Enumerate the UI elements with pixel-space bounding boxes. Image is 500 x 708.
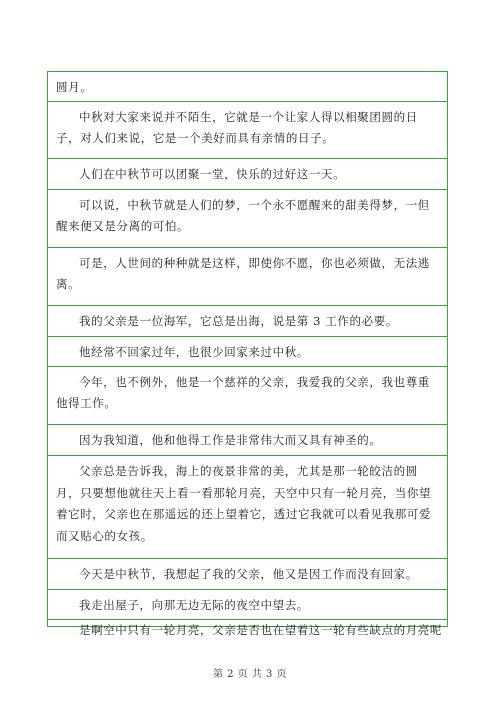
paragraph-mid-autumn-intro (48, 102, 447, 157)
paragraph-text: 圆月。 (56, 80, 93, 94)
paragraph-one-moon (48, 620, 447, 637)
paragraph-father-navy (48, 306, 447, 335)
paragraph-text: 人们在中秋节可以团聚一堂，快乐的过好这一天。 (79, 167, 346, 181)
paragraph-reunion (48, 159, 447, 189)
paragraph-text: 我的父亲是一位海军，它总是出海，说是第 3 工作的必要。 (79, 314, 398, 328)
paragraph-text: 可以说，中秋节就是人们的梦，一个永不愿醒来的甜美得梦，一但醒来便又是分离的可怕。 (56, 198, 430, 233)
paragraph-text: 今年，也不例外，他是一个慈祥的父亲，我爱我的父亲，我也尊重他得工作。 (56, 375, 430, 410)
paragraph-this-year (48, 367, 447, 423)
paragraph-text: 因为我知道，他和他得工作是非常伟大而又具有神圣的。 (79, 433, 382, 447)
page-number-footer: 第 2 页 共 3 页 (212, 669, 288, 680)
paragraph-text: 中秋对大家来说并不陌生，它就是一个让家人得以相聚团圆的日子，对人们来说，它是一个美好而具有亲情的日子。 (56, 110, 418, 145)
paragraph-text: 父亲总是告诉我，海上的夜景非常的美，尤其是那一轮皎洁的圆月，只要想他就往天上看一看那轮月亮，天空中只有一轮月亮，当你望着它时，父亲也在那遥远的还上望着它，透过它我就可以看见我那可爱而又贴心的女孩。 (56, 464, 432, 543)
paragraph-text: 可是，人世间的种种就是这样，即使你不愿，你也必须做，无法逃离。 (56, 256, 430, 291)
paragraph-text: 他经常不回家过年，也很少回家来过中秋。 (79, 345, 309, 359)
paragraph-sacred-work (48, 425, 447, 454)
paragraph-text: 今天是中秋节，我想起了我的父亲，他又是因工作而没有回家。 (79, 567, 418, 581)
essay-text-box (47, 71, 448, 637)
paragraph-night-sky (48, 590, 447, 619)
paragraph-line-continuation (48, 72, 447, 101)
paragraph-sea-moon (48, 456, 447, 556)
paragraph-not-home (48, 337, 447, 366)
paragraph-text: 是啊空中只有一轮月亮，父亲是否也在望着这一轮有些缺点的月亮呢 (79, 623, 442, 637)
paragraph-today (48, 559, 447, 589)
paragraph-world (48, 248, 447, 304)
paragraph-text: 我走出屋子，向那无边无际的夜空中望去。 (79, 598, 309, 612)
paragraph-dream (48, 190, 447, 246)
